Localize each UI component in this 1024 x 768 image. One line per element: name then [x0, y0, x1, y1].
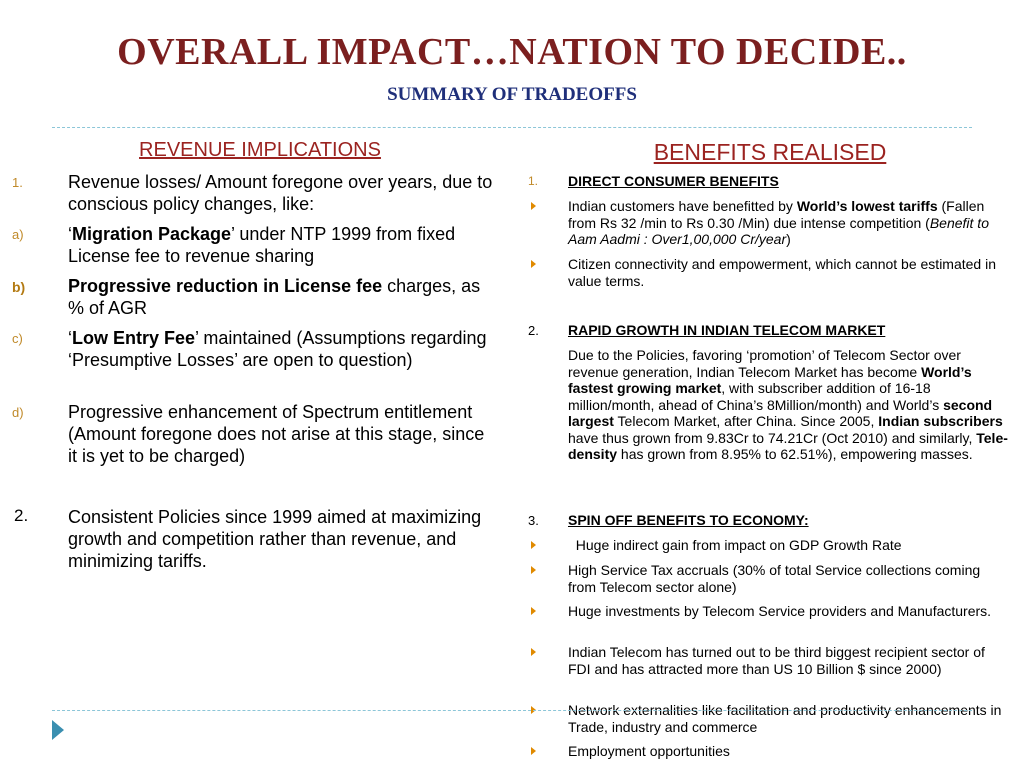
left-item-text: Revenue losses/ Amount foregone over years, due to conscious policy changes, like:: [68, 172, 493, 214]
bullet-arrow-icon: [531, 747, 536, 755]
bullet-arrow-icon: [531, 202, 536, 210]
bullet-text: Indian Telecom has turned out to be third biggest recipient sector of FDI and has attracted more than US 10 Billion $ since 2000): [568, 644, 985, 677]
bullet-text: Indian customers have benefitted by World’s lowest tariffs (Fallen from Rs 32 /min to Rs 0.30 /Min) due intense competition (Benefit to Aam Aadmi : Over1,00,000 Cr/year): [568, 198, 989, 247]
list-marker: 1.: [528, 174, 539, 188]
list-marker: 2.: [14, 506, 29, 525]
list-marker: d): [12, 405, 24, 420]
top-divider: [52, 127, 972, 128]
bullet-arrow-icon: [531, 260, 536, 268]
corner-arrow-icon: [52, 720, 64, 740]
bullet-text: High Service Tax accruals (30% of total Service collections coming from Telecom sector alone): [568, 562, 981, 595]
section-heading-text: DIRECT CONSUMER BENEFITS: [568, 173, 779, 189]
bullet-text: Huge investments by Telecom Service providers and Manufacturers.: [568, 603, 992, 619]
bullet-arrow-icon: [531, 541, 536, 549]
revenue-implications-heading: REVENUE IMPLICATIONS: [139, 139, 381, 161]
list-marker: 1.: [12, 175, 23, 190]
section-heading-text: RAPID GROWTH IN INDIAN TELECOM MARKET: [568, 322, 886, 338]
left-item-text: Consistent Policies since 1999 aimed at maximizing growth and competition rather than revenue, and minimizing tariffs.: [68, 507, 482, 571]
section-heading-text: SPIN OFF BENEFITS TO ECONOMY:: [568, 512, 809, 528]
bullet-text: Network externalities like facilitation and productivity enhancements in Trade, industry and commerce: [568, 702, 1002, 735]
bullet-arrow-icon: [531, 648, 536, 656]
list-marker: a): [12, 227, 24, 242]
bullet-text: Huge indirect gain from impact on GDP Growth Rate: [568, 537, 902, 553]
slide-subtitle: SUMMARY OF TRADEOFFS: [387, 84, 637, 105]
bullet-text: Citizen connectivity and empowerment, which cannot be estimated in value terms.: [568, 256, 996, 289]
list-marker: c): [12, 331, 23, 346]
list-marker: 2.: [528, 323, 539, 338]
left-item-text: ‘Low Entry Fee’ maintained (Assumptions regarding ‘Presumptive Losses’ are open to question): [68, 328, 487, 370]
paragraph-text: Due to the Policies, favoring ‘promotion’ of Telecom Sector over revenue generation, Indian Telecom Market has become World’s fastest growing market, with subscriber addition of 16-18 million/month, ahead of China’s 8Million/month) and World’s second largest Telecom Market, after China. Since 2005, Indian subscribers have thus grown from 9.83Cr to 74.21Cr (Oct 2010) and similarly, Tele-density has grown from 8.95% to 62.51%), empowering masses.: [568, 347, 1008, 462]
benefits-realised-heading: BENEFITS REALISED: [653, 139, 887, 165]
left-item-text: Progressive reduction in License fee charges, as % of AGR: [68, 276, 481, 318]
bottom-divider: [52, 710, 972, 711]
left-item-text: ‘Migration Package’ under NTP 1999 from fixed License fee to revenue sharing: [68, 224, 456, 266]
left-item-text: Progressive enhancement of Spectrum entitlement (Amount foregone does not arise at this stage, since it is yet to be charged): [68, 402, 485, 466]
list-marker: 3.: [528, 513, 539, 528]
bullet-arrow-icon: [531, 607, 536, 615]
list-marker: b): [12, 279, 26, 295]
bullet-text: Employment opportunities: [568, 743, 730, 759]
slide-title: OVERALL IMPACT…NATION TO DECIDE..: [117, 31, 907, 73]
bullet-arrow-icon: [531, 566, 536, 574]
